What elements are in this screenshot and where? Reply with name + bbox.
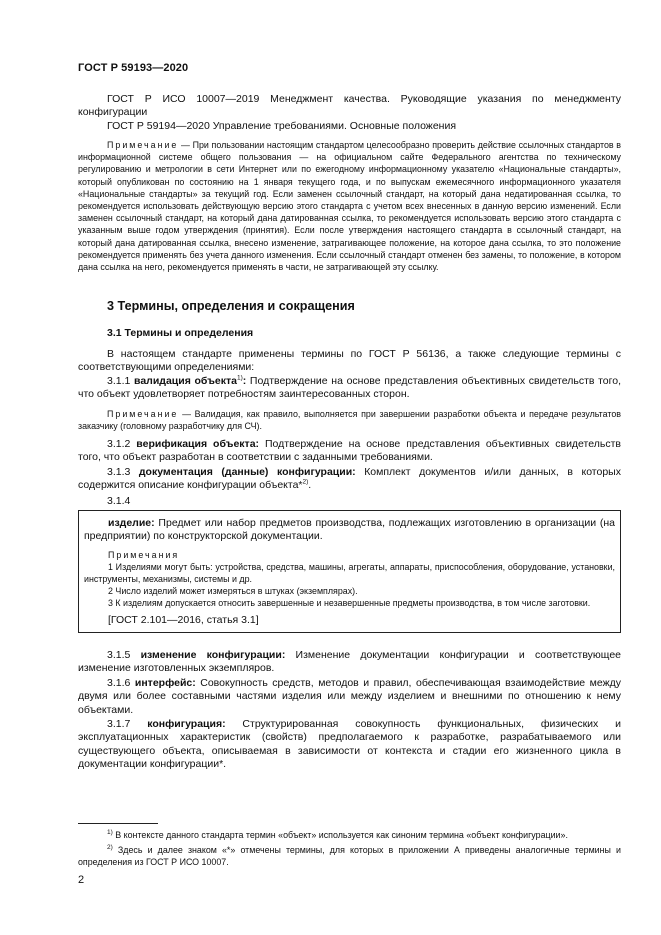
footnotes: [78, 829, 621, 868]
term-definition: Подтверждение на основе представления объективных свидетельств того, что объект удовлетворяет потребностям заинтересованных сторон.: [78, 375, 621, 401]
note-label: Примечание: [107, 409, 179, 419]
term-definition: Совокупность средств, методов и правил, обеспечивающая взаимодействие между двумя или более составными частями изделия или между изделием и внешними по отношению к нему объектами.: [78, 677, 621, 716]
section-heading: 3 Термины, определения и сокращения: [107, 299, 355, 313]
note-item: 1 Изделиями могут быть: устройства, средства, машины, агрегаты, аппараты, приспособления, оборудование, установки, инструменты, механизмы, системы и др.: [84, 561, 615, 584]
footnote-item: $^{2)}$ Здесь и далее знаком «*» отмечены термины, для которых в приложении А приведены аналогичные термины и определения из ГОСТ Р ИСО 10007.: [78, 844, 621, 867]
subsection-heading: 3.1 Термины и определения: [107, 327, 254, 339]
term-3-1-7: 3.1.7 конфигурация: Структурированная совокупность функциональных, физических и эксплуатационных характеристик (свойств) предполагаемого к разработке, разрабатываемого или существующего объекта, описываемая в зависимости от контекста и стадии его жизненного цикла в документации конфигурации*.: [78, 718, 621, 770]
terms-intro: В настоящем стандарте применены термины по ГОСТ Р 56136, а также следующие термины с соответствующими определениями:: [78, 348, 621, 374]
term-name: верификация объекта:: [136, 438, 260, 450]
page-number: 2: [78, 874, 85, 886]
note-item: 3 К изделиям допускается относить завершенные и незавершенные предметы производства, в том числе заготовки.: [108, 598, 591, 609]
note-item: 2 Число изделий может измеряться в штуках (экземплярах).: [108, 586, 358, 597]
term-3-1-4-number: 3.1.4: [107, 495, 131, 507]
note-text: — При пользовании настоящим стандартом целесообразно проверить действие ссылочных стандартов в информационной системе общего пользования — на официальном сайте Федерального агентства по техническому регулированию и метрологии в сети Интернет или по ежегодному информационному указателю «Национальные стандарты», который опубликован по состоянию на 1 января текущего года, и по выпускам ежемесячного информационного указателя «Национальные стандарты» за текущий год. Если заменен ссылочный стандарт, на который дана недатированная ссылка, то рекомендуется использовать действующую версию этого стандарта с учетом всех внесенных в данную версию изменений. Если заменен ссылочный стандарт, на который дана датированная ссылка, то рекомендуется использовать версию этого стандарта с указанным выше годом утверждения (принятия). Если после утверждения настоящего стандарта в ссылочный стандарт, на который дана датированная ссылка, внесено изменение, затрагивающее положение, на которое дана ссылка, то это положение рекомендуется применять без учета данного изменения. Если ссылочный стандарт отменен без замены, то положение, в котором дана ссылка на него, рекомендуется применять в части, не затрагивающей эту ссылку.: [78, 140, 621, 273]
term-name: изменение конфигурации:: [140, 649, 286, 661]
term-definition: Комплект документов и/или данных, в которых содержится описание конфигурации объекта*: [78, 466, 621, 492]
term-3-1-3: 3.1.3 документация (данные) конфигурации: Комплект документов и/или данных, в которых содержится описание конфигурации объекта*$^{2)}$.: [78, 466, 621, 492]
term-definition: Предмет или набор предметов производства, подлежащих изготовлению в организации (на предприятии) по конструкторской документации.: [84, 517, 615, 543]
term-definition: Структурированная совокупность функциональных, физических и эксплуатационных характеристик (свойств) предполагаемого к разработке, разрабатываемого или существующего объекта, описываемая в зависимости от контекста и стадии его жизненного цикла в документации конфигурации*.: [78, 718, 621, 770]
document-header: ГОСТ Р 59193—2020: [78, 62, 189, 74]
term-3-1-2: 3.1.2 верификация объекта: Подтверждение на основе представления объективных свидетельств того, что объект разработан в соответствии с заданными требованиями.: [78, 438, 621, 464]
footnote-mark: 1): [107, 829, 113, 837]
term-3-1-4-box: [78, 510, 621, 633]
term-3-1-1-note: [78, 408, 621, 432]
term-3-1-6: 3.1.6 интерфейс: Совокупность средств, методов и правил, обеспечивающая взаимодействие между двумя или более составными частями изделия или между изделием и внешними по отношению к нему объектами.: [78, 677, 621, 716]
term-3-1-5: 3.1.5 изменение конфигурации: Изменение документации конфигурации и соответствующее изменение изготовленных экземпляров.: [78, 649, 621, 675]
reference-item: ГОСТ Р ИСО 10007—2019 Менеджмент качества. Руководящие указания по менеджменту конфигурации: [78, 93, 621, 119]
footnote-ref: 1): [236, 374, 243, 382]
term-definition: Изменение документации конфигурации и соответствующее изменение изготовленных экземпляров.: [78, 649, 621, 675]
footnote-ref: 2): [302, 478, 309, 486]
term-definition: Подтверждение на основе представления объективных свидетельств того, что объект разработан в соответствии с заданными требованиями.: [78, 438, 621, 464]
footnote-divider: [78, 823, 158, 824]
term-name: конфигурация:: [147, 718, 226, 730]
term-name: интерфейс:: [134, 677, 196, 689]
term-name: валидация объекта: [134, 375, 237, 387]
footnote-mark: 2): [107, 844, 113, 852]
reference-item: ГОСТ Р 59194—2020 Управление требованиями. Основные положения: [107, 119, 457, 132]
term-3-1-1: 3.1.1 валидация объекта$^{1)}$: Подтверждение на основе представления объективных свидетельств того, что объект удовлетворяет потребностям заинтересованных сторон.: [78, 374, 621, 401]
term-name: изделие:: [108, 517, 155, 529]
term-name: документация (данные) конфигурации:: [138, 466, 356, 478]
notes-label: Примечания: [108, 549, 180, 560]
references-note: [78, 139, 621, 273]
note-text: — Валидация, как правило, выполняется при завершении разработки объекта и передаче результатов заказчику (головному разработчику для СЧ).: [78, 409, 621, 432]
note-label: Примечание: [107, 140, 179, 150]
normative-references: [78, 93, 621, 133]
term-source: [ГОСТ 2.101—2016, статья 3.1]: [108, 613, 259, 626]
footnote-item: $^{1)}$ В контексте данного стандарта термин «объект» используется как синоним термина «объект конфигурации».: [107, 829, 568, 840]
